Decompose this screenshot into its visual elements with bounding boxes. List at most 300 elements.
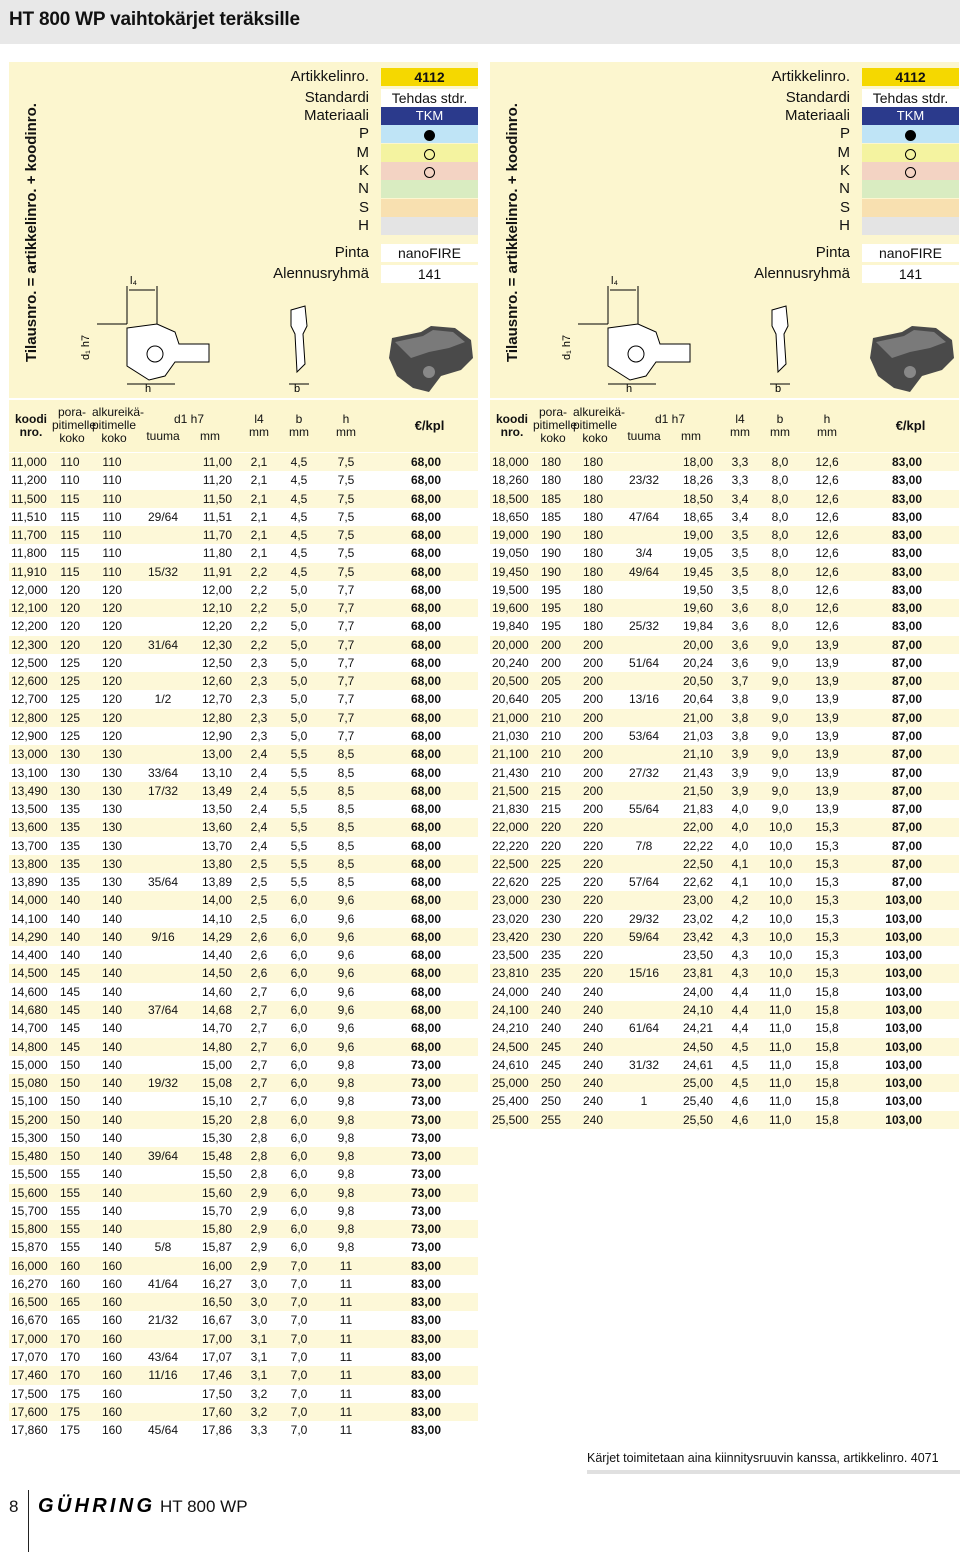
cell-l4: 2,7: [250, 1002, 268, 1017]
cell-tuuma: [142, 983, 184, 1001]
cell-tuuma: [142, 490, 184, 508]
cell-tuuma: [142, 544, 184, 562]
cell-tuuma: 51/64: [628, 655, 660, 670]
cell-h: 13,9: [815, 692, 839, 707]
cell-price: 83,00: [410, 1331, 441, 1346]
table-row: [490, 764, 959, 782]
cell-code: 23,020: [492, 911, 529, 926]
cell-alku: 120: [101, 619, 123, 634]
table-row: [490, 1001, 959, 1019]
cell-alku: 140: [101, 1203, 123, 1218]
cell-tuuma: [142, 1202, 184, 1220]
cell-price: 87,00: [891, 674, 922, 689]
cell-b: 4,5: [290, 455, 308, 469]
cell-h: 7,5: [337, 528, 355, 543]
cell-l4: 4,3: [731, 948, 749, 963]
cell-b: 10,0: [769, 875, 793, 890]
table-row: [9, 891, 478, 909]
cell-pora: 150: [59, 1057, 81, 1072]
page-title: HT 800 WP vaihtokärjet teräksille: [9, 9, 300, 30]
cell-l4: 2,6: [250, 966, 268, 981]
cell-mm: 23,00: [682, 893, 713, 908]
table-row: [9, 1238, 478, 1256]
cell-pora: 195: [540, 582, 562, 597]
cell-b: 5,0: [290, 637, 308, 652]
cell-h: 13,9: [815, 637, 839, 652]
cell-h: 13,9: [815, 783, 839, 798]
cell-alku: 140: [101, 1130, 123, 1145]
cell-b: 10,0: [769, 929, 793, 944]
cell-h: 9,8: [337, 1112, 355, 1127]
table-row: [9, 672, 478, 690]
cell-l4: 2,4: [250, 838, 268, 853]
cell-b: 9,0: [771, 655, 789, 670]
cell-h: 7,5: [337, 564, 355, 579]
cell-mm: 25,00: [682, 1076, 713, 1091]
cell-pora: 130: [59, 747, 81, 762]
order-number-label: Tilausnro. = artikkelinro. + koodinro.: [504, 103, 521, 362]
data-table: [9, 453, 478, 1439]
cell-b: 6,0: [290, 1021, 308, 1036]
header-label: Pinta: [334, 244, 369, 261]
cell-h: 15,3: [815, 838, 839, 853]
cell-pora: 130: [59, 783, 81, 798]
cell-alku: 160: [101, 1331, 123, 1346]
cell-h: 15,3: [815, 856, 839, 871]
cell-b: 10,0: [769, 911, 793, 926]
cell-alku: 220: [582, 875, 604, 890]
header-value: 141: [862, 265, 959, 283]
cell-price: 87,00: [891, 875, 922, 890]
cell-tuuma: [142, 526, 184, 544]
cell-tuuma: 31/32: [628, 1057, 660, 1072]
table-row: [9, 1165, 478, 1183]
cell-l4: 2,2: [250, 637, 268, 652]
table-row: [9, 727, 478, 745]
cell-tuuma: [142, 617, 184, 635]
cell-mm: 22,50: [682, 856, 713, 871]
cell-mm: 18,00: [682, 455, 713, 469]
cell-l4: 2,1: [250, 546, 268, 561]
header-value: nanoFIRE: [862, 244, 959, 262]
cell-code: 15,800: [11, 1222, 48, 1237]
cell-code: 12,500: [11, 655, 48, 670]
cell-mm: 12,60: [201, 674, 232, 689]
cell-l4: 3,9: [731, 765, 749, 780]
cell-pora: 205: [540, 692, 562, 707]
cell-code: 13,100: [11, 765, 48, 780]
table-row: [9, 1202, 478, 1220]
cell-tuuma: [623, 672, 665, 690]
cell-code: 15,100: [11, 1094, 48, 1109]
cell-h: 12,6: [815, 528, 839, 543]
cell-alku: 240: [582, 1112, 604, 1127]
cell-h: 7,7: [337, 728, 355, 743]
cell-mm: 22,00: [682, 820, 713, 835]
cell-alku: 130: [101, 783, 123, 798]
cell-mm: 21,43: [682, 765, 713, 780]
cell-b: 7,0: [290, 1313, 308, 1328]
cell-code: 11,510: [11, 509, 47, 524]
table-row: [490, 983, 959, 1001]
cell-b: 5,5: [290, 783, 308, 798]
cell-code: 24,210: [492, 1021, 529, 1036]
cell-mm: 17,60: [201, 1404, 232, 1419]
table-row: [490, 837, 959, 855]
cell-b: 9,0: [771, 728, 789, 743]
cell-l4: 2,3: [250, 655, 268, 670]
cell-price: 103,00: [885, 1057, 922, 1072]
cell-h: 12,6: [815, 509, 839, 524]
cell-price: 83,00: [410, 1295, 441, 1310]
cell-l4: 2,4: [250, 820, 268, 835]
cell-code: 21,430: [492, 765, 529, 780]
cell-code: 21,500: [492, 783, 529, 798]
cell-h: 9,8: [337, 1240, 355, 1255]
cell-pora: 225: [540, 875, 562, 890]
cell-code: 13,800: [11, 856, 48, 871]
cell-h: 8,5: [337, 820, 355, 835]
cell-alku: 140: [101, 1185, 123, 1200]
cell-price: 83,00: [410, 1276, 441, 1291]
cell-alku: 240: [582, 1057, 604, 1072]
cell-h: 15,8: [815, 1094, 839, 1109]
cell-l4: 2,5: [250, 875, 268, 890]
cell-price: 103,00: [885, 911, 922, 926]
cell-tuuma: [142, 745, 184, 763]
cell-h: 7,7: [337, 710, 355, 725]
cell-price: 83,00: [891, 546, 922, 561]
header-label: Artikkelinro.: [771, 68, 850, 85]
cell-alku: 120: [101, 674, 123, 689]
cell-price: 68,00: [410, 601, 441, 616]
cell-b: 5,5: [290, 747, 308, 762]
cell-alku: 240: [582, 1039, 604, 1054]
cell-h: 9,6: [337, 929, 355, 944]
cell-pora: 145: [59, 1021, 81, 1036]
cell-b: 10,0: [769, 948, 793, 963]
cell-l4: 3,1: [250, 1350, 268, 1365]
cell-l4: 3,0: [250, 1295, 268, 1310]
cell-price: 73,00: [410, 1222, 441, 1237]
header-label: P: [358, 125, 369, 142]
cell-pora: 225: [540, 856, 562, 871]
cell-tuuma: [623, 1038, 665, 1056]
cell-alku: 140: [101, 1021, 123, 1036]
cell-b: 7,0: [290, 1404, 308, 1419]
cell-h: 13,9: [815, 765, 839, 780]
cell-pora: 210: [540, 747, 562, 762]
cell-price: 103,00: [885, 984, 922, 999]
cell-code: 20,240: [492, 655, 529, 670]
cell-alku: 120: [101, 582, 123, 597]
cell-b: 6,0: [290, 948, 308, 963]
cell-b: 6,0: [290, 1002, 308, 1017]
cell-alku: 130: [101, 747, 123, 762]
cell-l4: 3,9: [731, 783, 749, 798]
cell-price: 68,00: [410, 564, 441, 579]
cell-alku: 130: [101, 875, 123, 890]
cell-tuuma: 35/64: [147, 875, 179, 890]
cell-mm: 17,86: [201, 1423, 232, 1438]
table-row: [490, 526, 959, 544]
cell-alku: 220: [582, 966, 604, 981]
svg-text:b: b: [294, 383, 301, 395]
col-d1: d1 h7: [654, 412, 686, 426]
cell-mm: 23,02: [682, 911, 713, 926]
cell-tuuma: 15/32: [147, 564, 179, 579]
table-row: [9, 709, 478, 727]
cell-l4: 3,5: [731, 528, 749, 543]
cell-mm: 20,50: [682, 674, 713, 689]
cell-mm: 12,10: [201, 601, 232, 616]
cell-tuuma: 13/16: [628, 692, 660, 707]
cell-h: 12,6: [815, 619, 839, 634]
cell-alku: 200: [582, 637, 604, 652]
table-row: [9, 526, 478, 544]
cell-mm: 24,00: [682, 984, 713, 999]
cell-h: 7,5: [337, 546, 355, 561]
cell-l4: 3,6: [731, 601, 749, 616]
table-row: [9, 1019, 478, 1037]
cell-alku: 200: [582, 710, 604, 725]
cell-pora: 205: [540, 674, 562, 689]
cell-tuuma: [142, 964, 184, 982]
cell-h: 7,5: [337, 491, 355, 506]
cell-pora: 135: [59, 875, 81, 890]
cell-h: 11: [339, 1331, 353, 1346]
cell-l4: 2,7: [250, 1076, 268, 1091]
cell-tuuma: 39/64: [147, 1149, 179, 1164]
cell-code: 14,800: [11, 1039, 48, 1054]
cell-tuuma: [142, 1056, 184, 1074]
cell-b: 7,0: [290, 1331, 308, 1346]
cell-alku: 220: [582, 911, 604, 926]
cell-pora: 210: [540, 728, 562, 743]
cell-pora: 160: [59, 1276, 81, 1291]
cell-alku: 110: [102, 491, 122, 506]
cell-h: 12,6: [815, 473, 839, 488]
cell-mm: 13,80: [201, 856, 232, 871]
cell-l4: 2,1: [250, 491, 268, 506]
cell-price: 68,00: [410, 1039, 441, 1054]
cell-mm: 14,50: [201, 966, 232, 981]
cell-b: 5,5: [290, 856, 308, 871]
cell-l4: 2,8: [250, 1112, 268, 1127]
cell-mm: 14,10: [201, 911, 232, 926]
cell-b: 4,5: [290, 473, 308, 488]
cell-alku: 140: [101, 1057, 123, 1072]
cell-l4: 4,6: [731, 1094, 749, 1109]
cell-pora: 235: [540, 966, 562, 981]
cell-h: 11: [339, 1423, 353, 1438]
cell-pora: 170: [59, 1368, 81, 1383]
cell-code: 15,200: [11, 1112, 48, 1127]
cell-alku: 160: [101, 1404, 123, 1419]
cell-alku: 200: [582, 655, 604, 670]
cell-b: 5,5: [290, 875, 308, 890]
cell-h: 12,6: [815, 491, 839, 506]
cell-code: 16,670: [11, 1313, 48, 1328]
data-table: [490, 453, 959, 1129]
cell-tuuma: [623, 818, 665, 836]
col-pora: pora- pitimelle koko: [533, 405, 578, 445]
cell-pora: 215: [540, 783, 562, 798]
cell-tuuma: [142, 946, 184, 964]
cell-tuuma: [142, 855, 184, 873]
table-row: [490, 672, 959, 690]
col-b: b mm: [770, 412, 790, 439]
cell-price: 73,00: [410, 1149, 441, 1164]
cell-alku: 240: [582, 1094, 604, 1109]
cell-l4: 3,3: [250, 1423, 268, 1438]
cell-alku: 140: [101, 1112, 123, 1127]
cell-tuuma: 53/64: [628, 728, 660, 743]
cell-h: 8,5: [337, 765, 355, 780]
cell-h: 9,6: [337, 966, 355, 981]
cell-price: 87,00: [891, 692, 922, 707]
header-label: M: [356, 144, 369, 161]
cell-l4: 2,5: [250, 911, 268, 926]
cell-mm: 22,62: [682, 875, 713, 890]
cell-h: 15,8: [815, 1057, 839, 1072]
cell-pora: 175: [59, 1386, 81, 1401]
cell-alku: 110: [102, 528, 122, 543]
cell-tuuma: [142, 1293, 184, 1311]
cell-code: 19,050: [492, 546, 529, 561]
table-row: [9, 983, 478, 1001]
cell-tuuma: 27/32: [628, 765, 660, 780]
cell-l4: 2,1: [250, 473, 268, 488]
cell-l4: 2,7: [250, 1021, 268, 1036]
table-row: [490, 453, 959, 471]
col-koodi: koodi nro.: [15, 412, 47, 439]
cell-mm: 17,00: [201, 1331, 232, 1346]
cell-price: 68,00: [410, 546, 441, 561]
header-label: H: [358, 217, 369, 234]
cell-mm: 25,50: [682, 1112, 713, 1127]
cell-h: 8,5: [337, 802, 355, 817]
cell-price: 73,00: [410, 1076, 441, 1091]
header-label: Artikkelinro.: [290, 68, 369, 85]
cell-mm: 13,50: [201, 802, 232, 817]
cell-h: 15,3: [815, 875, 839, 890]
cell-price: 68,00: [410, 655, 441, 670]
cell-h: 15,8: [815, 1021, 839, 1036]
cell-pora: 130: [59, 765, 81, 780]
cell-mm: 24,61: [682, 1057, 713, 1072]
cell-alku: 180: [582, 564, 604, 579]
cell-price: 73,00: [410, 1094, 441, 1109]
cell-h: 13,9: [815, 728, 839, 743]
col-tuuma: tuuma: [146, 429, 180, 443]
cell-tuuma: [142, 727, 184, 745]
table-row: [9, 800, 478, 818]
insert-front-view-icon: [770, 306, 790, 384]
cell-pora: 170: [59, 1350, 81, 1365]
cell-b: 7,0: [290, 1423, 308, 1438]
cell-code: 14,600: [11, 984, 48, 999]
cell-code: 15,500: [11, 1167, 48, 1182]
table-row: [9, 946, 478, 964]
cell-mm: 14,40: [201, 948, 232, 963]
cell-l4: 2,7: [250, 1039, 268, 1054]
cell-tuuma: 3/4: [635, 546, 653, 561]
cell-mm: 12,50: [201, 655, 232, 670]
cell-mm: 23,50: [682, 948, 713, 963]
cell-alku: 140: [101, 893, 123, 908]
cell-pora: 230: [540, 929, 562, 944]
cell-tuuma: [623, 983, 665, 1001]
cell-h: 13,9: [815, 710, 839, 725]
cell-code: 12,300: [11, 637, 48, 652]
cell-b: 5,0: [290, 728, 308, 743]
cell-pora: 165: [59, 1313, 81, 1328]
cell-l4: 2,7: [250, 1094, 268, 1109]
cell-pora: 125: [59, 710, 81, 725]
cell-tuuma: [623, 526, 665, 544]
table-row: [9, 764, 478, 782]
order-number-label: Tilausnro. = artikkelinro. + koodinro.: [23, 103, 40, 362]
cell-price: 87,00: [891, 856, 922, 871]
cell-h: 11: [339, 1258, 353, 1273]
cell-mm: 19,84: [682, 619, 713, 634]
svg-text:l₄: l₄: [611, 275, 618, 287]
cell-pora: 125: [59, 728, 81, 743]
table-row: [490, 782, 959, 800]
cell-mm: 21,50: [682, 783, 713, 798]
cell-pora: 200: [540, 637, 562, 652]
cell-mm: 19,05: [682, 546, 713, 561]
header-label: S: [839, 199, 850, 216]
cell-price: 68,00: [410, 783, 441, 798]
cell-mm: 24,50: [682, 1039, 713, 1054]
svg-text:d₁ h7: d₁ h7: [80, 334, 92, 360]
cell-code: 18,000: [492, 455, 529, 469]
cell-h: 9,6: [337, 948, 355, 963]
cell-l4: 2,5: [250, 893, 268, 908]
cell-b: 11,0: [769, 1094, 792, 1109]
cell-mm: 14,80: [201, 1039, 232, 1054]
cell-b: 6,0: [290, 893, 308, 908]
cell-code: 24,000: [492, 984, 529, 999]
cell-tuuma: 57/64: [628, 875, 660, 890]
cell-mm: 15,48: [201, 1149, 232, 1164]
cell-l4: 2,1: [250, 455, 268, 469]
cell-price: 83,00: [891, 455, 922, 469]
cell-tuuma: [142, 837, 184, 855]
cell-tuuma: [623, 745, 665, 763]
cell-code: 11,000: [11, 455, 47, 469]
cell-b: 5,5: [290, 802, 308, 817]
table-row: [9, 654, 478, 672]
cell-h: 11: [339, 1295, 353, 1310]
cell-mm: 15,20: [201, 1112, 232, 1127]
header-label: K: [358, 162, 369, 179]
cell-pora: 140: [59, 911, 81, 926]
page-number: 8: [9, 1497, 19, 1516]
header-label: Standardi: [304, 89, 369, 106]
cell-b: 4,5: [290, 546, 308, 561]
cell-mm: 18,50: [682, 491, 713, 506]
cell-pora: 120: [59, 582, 81, 597]
table-row: [490, 800, 959, 818]
cell-mm: 23,81: [682, 966, 713, 981]
cell-tuuma: [142, 1038, 184, 1056]
cell-price: 73,00: [410, 1203, 441, 1218]
cell-l4: 4,2: [731, 893, 749, 908]
cell-alku: 200: [582, 765, 604, 780]
